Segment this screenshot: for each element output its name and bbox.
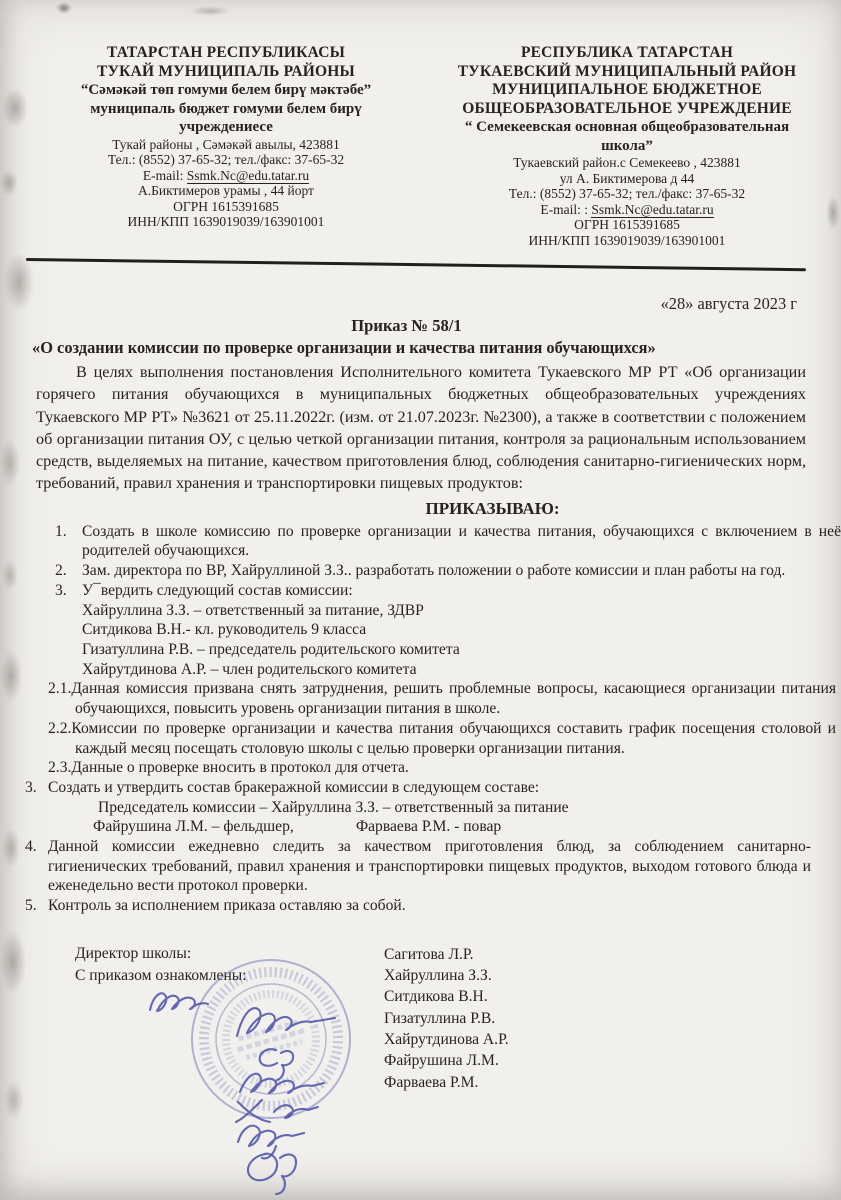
commission-member-line: Ситдикова В.Н.- кл. руководитель 9 класса [82, 621, 367, 639]
org-name-rus-line: РЕСПУБЛИКА ТАТАРСТАН [520, 44, 734, 61]
order-item-1 [25, 522, 841, 561]
item-number: 3. [25, 778, 37, 796]
org-inn-line: ИНН/КПП 1639019039/163901001 [127, 214, 325, 229]
order-subitem-2-2: 2.2.Комиссии по проверке организации и качества питания обучающихся составить график посещения столовой и каждый месяц посещать столовую школы с целью проверки организации питания. [48, 719, 836, 757]
org-name-tatar-line: “Сәмәкәй төп гомуми белем бирү мәктәбе” [80, 82, 372, 98]
letterhead-tatar [40, 44, 412, 248]
org-phone-line: Тел.: (8552) 37-65-32; тел./факс: 37-65-32 [107, 152, 345, 167]
signatory-name: Хайрутдинова А.Р. [384, 1031, 509, 1049]
letterhead-russian [423, 44, 831, 248]
item-text: У¯вердить следующий состав комиссии: [82, 581, 353, 599]
commission-member-line: Хайрутдинова А.Р. – член родительского комитета [82, 660, 417, 678]
order-item-4 [25, 837, 811, 896]
commission-member-line: Хайруллина З.З. – ответственный за питание, ЗДВР [82, 601, 424, 619]
school-name-line: школа” [601, 137, 653, 154]
item-number: 4. [25, 838, 37, 856]
signature-block [0, 942, 841, 1172]
order-item-3b [25, 778, 811, 798]
org-name-rus-line: МУНИЦИПАЛЬНОЕ БЮДЖЕТНОЕ [492, 81, 762, 98]
org-address-line: Тукаевский район.с Семекеево , 423881 [513, 155, 741, 170]
email-label: E-mail: : [540, 201, 592, 217]
order-item-2 [25, 561, 841, 581]
org-name-tatar-line: ТУКАЙ МУНИЦИПАЛЬ РАЙОНЫ [97, 62, 355, 80]
letterhead-divider-line [26, 258, 806, 271]
member-cook: Фарваева Р.М. - повар [355, 818, 502, 836]
item-number: 2. [55, 562, 67, 580]
order-subitem-2-3: 2.3.Данные о проверке вносить в протокол для отчета. [48, 759, 409, 777]
org-name-rus-line: ТУКАЕВСКИЙ МУНИЦИПАЛЬНЫЙ РАЙОН [457, 62, 797, 80]
scan-speck [0, 440, 20, 486]
scan-speck [2, 560, 18, 590]
order-subject: «О создании комиссии по проверке организации и качества питания обучающихся» [32, 338, 656, 357]
signatory-name: Файрушина Л.М. [384, 1052, 499, 1070]
org-phone-line: Тел.: (8552) 37-65-32; тел./факс: 37-65-32 [508, 186, 746, 201]
org-address-line: Тукай районы , Сәмәкәй авылы, 423881 [112, 136, 340, 152]
email-label: E-mail: [142, 167, 187, 183]
item-number: 1. [55, 522, 67, 540]
order-item-3 [25, 581, 841, 601]
org-ogrn-line: ОГРН 1615391685 [574, 217, 680, 232]
scan-speck [0, 650, 22, 702]
order-items [25, 522, 841, 916]
org-email-line [423, 202, 831, 218]
item-text: Создать в школе комиссию по проверке организации и качества питания, обучающихся с включением в неё родителей обучающихся. [82, 522, 841, 560]
item-number: 5. [25, 897, 37, 915]
school-name-line: “ Семекеевская основная общеобразовательная [464, 119, 790, 135]
signatory-name: Ситдикова В.Н. [384, 988, 488, 1006]
org-street-line: ул А. Биктимерова д 44 [559, 170, 695, 186]
brak-commission-members-line [93, 817, 835, 837]
item-text: Зам. директора по ВР, Хайруллиной З.З.. разработать положении о работе комиссии и план работы на год. [82, 562, 786, 580]
org-name-tatar-line: учреждениесе [179, 119, 273, 135]
email-address: Ssmk.Nc@edu.tatar.ru [591, 201, 714, 217]
letterhead [0, 0, 841, 248]
scan-speck [2, 828, 20, 868]
brak-commission-chair-line: Председатель комиссии – Хайруллина З.З. – ответственный за питание [98, 798, 569, 816]
org-inn-line: ИНН/КПП 1639019039/163901001 [528, 232, 726, 248]
item-text: Данной комиссии ежедневно следить за качеством приготовления блюд, за соблюдением санитарно-гигиенических требований, правил хранения и транспортировки пищевых продуктов, выходом готового блюда и еженедельно вести протокол проверки. [48, 838, 811, 895]
item-text: Создать и утвердить состав бракеражной комиссии в следующем составе: [48, 778, 540, 796]
org-ogrn-line: ОГРН 1615391685 [173, 198, 279, 214]
item-number: 3. [55, 581, 67, 599]
signatory-name: Гизатуллина Р.В. [384, 1009, 496, 1027]
order-item-5 [25, 896, 811, 916]
order-date: «28» августа 2023 г [660, 294, 797, 313]
org-name-tatar-line: муниципаль бюджет гомуми белем бирү [90, 100, 362, 117]
org-street-line: А.Биктимеров урамы , 44 йорт [138, 183, 314, 198]
order-intro-paragraph: В целях выполнения постановления Исполнительного комитета Тукаевского МР РТ «Об организации горячего питания обучающихся в муниципальных бюджетных общеобразовательных учреждениях Тукаевского МР РТ» №3621 от 25.11.2022г. (изм. от 21.07.2023г. №2300), а также в соответствии с положением об организации питания ОУ, с целью четкой организации питания, контроля за рациональным использованием средств, выделяемых на питание, качеством приготовления блюд, соблюдения санитарно-гигиенических норм, требований, правил хранения и транспортировки пищевых продуктов: [36, 363, 806, 493]
acknowledged-label: С приказом ознакомлены: [75, 966, 247, 984]
director-label: Директор школы: [75, 944, 192, 962]
org-name-rus-line: ОБЩЕОБРАЗОВАТЕЛЬНОЕ УЧРЕЖДЕНИЕ [462, 99, 792, 117]
order-heading [32, 294, 805, 358]
item-text: Контроль за исполнением приказа оставляю за собой. [48, 897, 406, 915]
member-feldsher: Файрушина Л.М. – фельдшер, [93, 818, 294, 836]
signatory-name: Фарваева Р.М. [384, 1073, 479, 1091]
signatory-name: Сагитова Л.Р. [384, 945, 474, 963]
org-name-tatar-line: ТАТАРСТАН РЕСПУБЛИКАСЫ [106, 44, 346, 61]
signatory-name: Хайруллина З.З. [384, 967, 492, 985]
org-email-line [40, 168, 412, 184]
commission-member-line: Гизатуллина Р.В. – председатель родительского комитета [82, 641, 460, 658]
email-address: Ssmk.Nc@edu.tatar.ru [186, 167, 310, 183]
order-title: Приказ № 58/1 [351, 316, 462, 335]
order-subitem-2-1: 2.1.Данная комиссия призвана снять затруднения, решить проблемные вопросы, касающиеся организации питания обучающихся, повысить уровень организации питания в школе. [48, 680, 836, 718]
decree-word: ПРИКАЗЫВАЮ: [425, 498, 560, 518]
signatory-names [384, 944, 509, 1093]
